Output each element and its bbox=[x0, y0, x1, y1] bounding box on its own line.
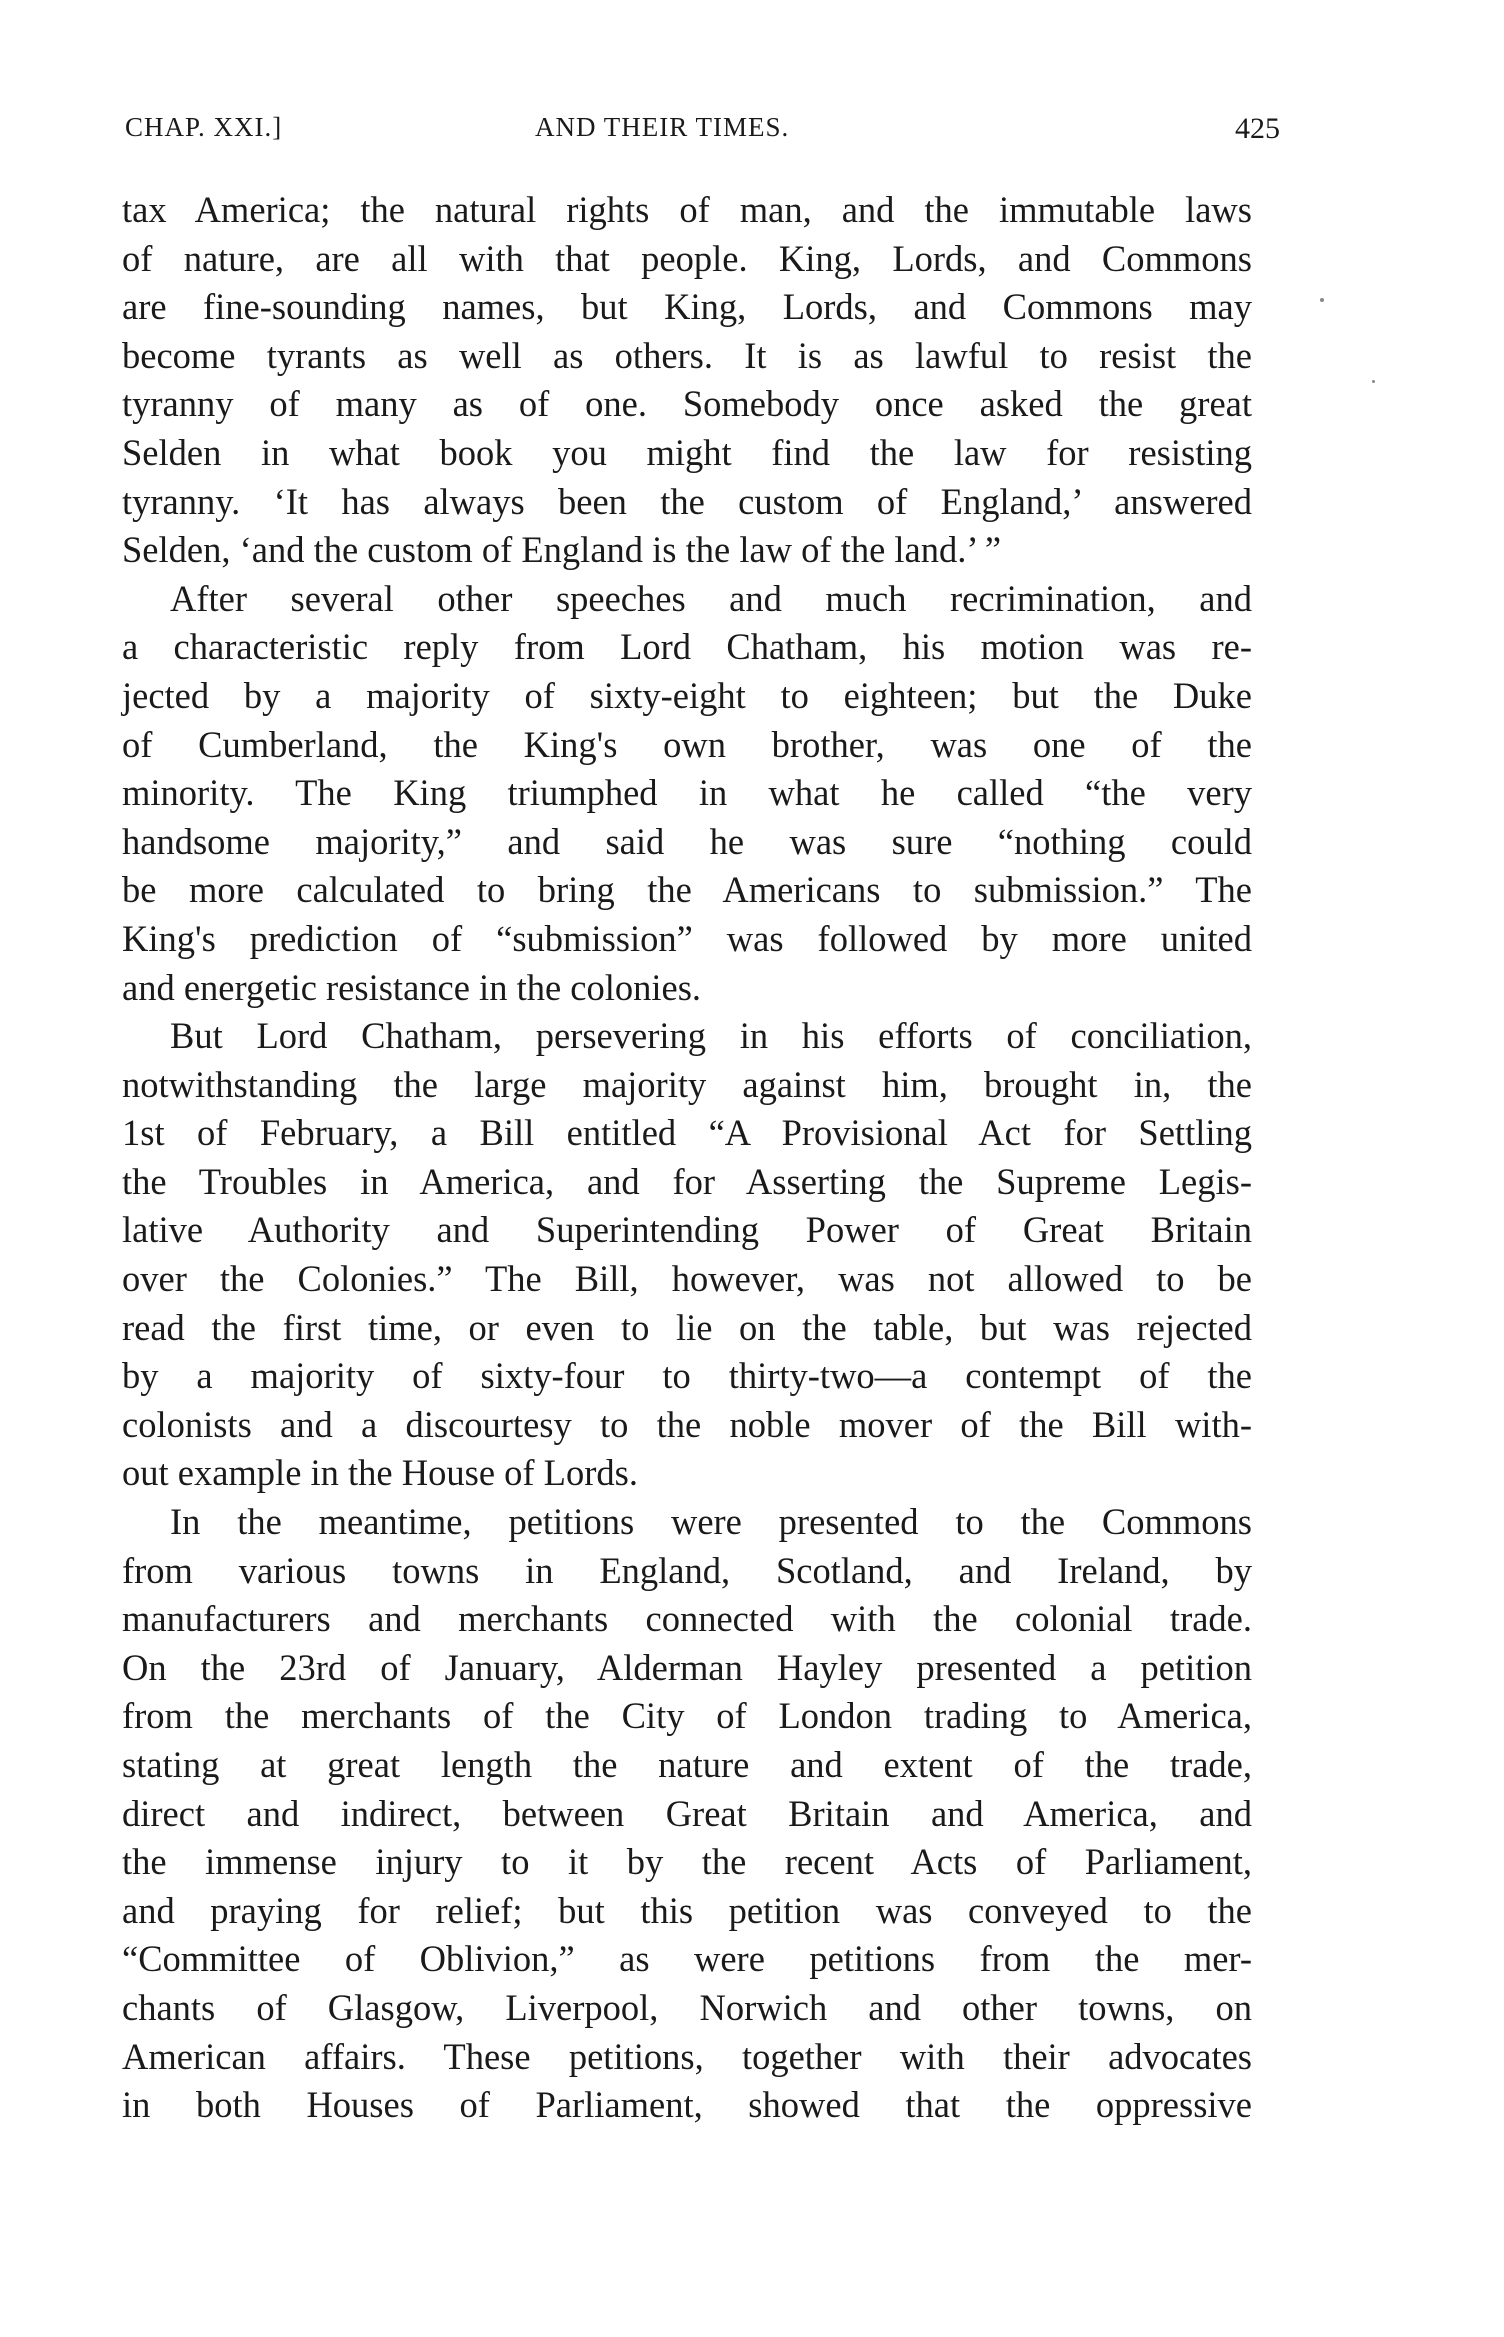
text-line: a characteristic reply from Lord Chatham, his motion was re- bbox=[122, 626, 1252, 668]
paragraph bbox=[122, 1012, 1252, 1498]
text-line: from the merchants of the City of London trading to America, bbox=[122, 1695, 1252, 1737]
text-line: and praying for relief; but this petition was conveyed to the bbox=[122, 1889, 1252, 1931]
chapter-label: CHAP. XXI.] bbox=[125, 112, 283, 142]
text-line: manufacturers and merchants connected with the colonial trade. bbox=[122, 1598, 1252, 1640]
text-line: are fine-sounding names, but King, Lords, and Commons may bbox=[122, 286, 1252, 328]
body-text bbox=[122, 186, 1252, 2130]
text-line: of Cumberland, the King's own brother, was one of the bbox=[122, 723, 1252, 765]
text-line: over the Colonies.” The Bill, however, was not allowed to be bbox=[122, 1258, 1252, 1300]
paragraph bbox=[122, 1498, 1252, 2130]
page-number: 425 bbox=[1235, 112, 1280, 145]
text-line: American affairs. These petitions, together with their advocates bbox=[122, 2035, 1252, 2077]
text-line: the Troubles in America, and for Asserting the Supreme Legis- bbox=[122, 1160, 1252, 1202]
text-line: minority. The King triumphed in what he called “the very bbox=[122, 772, 1252, 814]
print-speck bbox=[1320, 298, 1324, 302]
text-line: In the meantime, petitions were presented to the Commons bbox=[170, 1501, 1252, 1543]
text-line: chants of Glasgow, Liverpool, Norwich and other towns, on bbox=[122, 1986, 1252, 2028]
text-line: tyranny. ‘It has always been the custom of England,’ answered bbox=[122, 480, 1252, 522]
text-line: lative Authority and Superintending Power of Great Britain bbox=[122, 1209, 1252, 1251]
text-line: Selden, ‘and the custom of England is the law of the land.’ ” bbox=[122, 529, 1002, 571]
print-speck bbox=[1372, 380, 1375, 383]
text-line: be more calculated to bring the Americans to submission.” The bbox=[122, 869, 1252, 911]
text-line: tax America; the natural rights of man, and the immutable laws bbox=[122, 189, 1252, 230]
text-line: by a majority of sixty-four to thirty-two—a contempt of the bbox=[122, 1355, 1252, 1397]
text-line: and energetic resistance in the colonies. bbox=[122, 966, 702, 1008]
running-title: AND THEIR TIMES. bbox=[535, 112, 790, 142]
text-line: “Committee of Oblivion,” as were petitions from the mer- bbox=[122, 1938, 1252, 1980]
text-line: read the first time, or even to lie on the table, but was rejected bbox=[122, 1306, 1252, 1348]
text-line: On the 23rd of January, Alderman Hayley presented a petition bbox=[122, 1646, 1252, 1688]
text-line: become tyrants as well as others. It is as lawful to resist the bbox=[122, 334, 1252, 376]
text-line: direct and indirect, between Great Britain and America, and bbox=[122, 1792, 1252, 1834]
text-line: tyranny of many as of one. Somebody once asked the great bbox=[122, 383, 1252, 425]
running-head bbox=[125, 112, 1280, 152]
text-line: notwithstanding the large majority against him, brought in, the bbox=[122, 1063, 1252, 1105]
paragraph bbox=[122, 186, 1252, 575]
text-line: But Lord Chatham, persevering in his efforts of conciliation, bbox=[170, 1015, 1252, 1057]
text-line: the immense injury to it by the recent Acts of Parliament, bbox=[122, 1841, 1252, 1883]
text-line: handsome majority,” and said he was sure “nothing could bbox=[122, 820, 1252, 862]
text-line: out example in the House of Lords. bbox=[122, 1452, 638, 1494]
text-line: 1st of February, a Bill entitled “A Provisional Act for Settling bbox=[122, 1112, 1252, 1154]
text-line: King's prediction of “submission” was followed by more united bbox=[122, 917, 1252, 959]
text-line: in both Houses of Parliament, showed that the oppressive bbox=[122, 2084, 1252, 2126]
text-line: jected by a majority of sixty-eight to eighteen; but the Duke bbox=[122, 674, 1252, 716]
text-line: stating at great length the nature and extent of the trade, bbox=[122, 1744, 1252, 1785]
text-line: colonists and a discourtesy to the noble mover of the Bill with- bbox=[122, 1403, 1252, 1445]
text-line: After several other speeches and much recrimination, and bbox=[170, 577, 1252, 619]
text-line: from various towns in England, Scotland, and Ireland, by bbox=[122, 1549, 1252, 1591]
text-line: of nature, are all with that people. King, Lords, and Commons bbox=[122, 237, 1252, 279]
paragraph bbox=[122, 575, 1252, 1012]
text-line: Selden in what book you might find the law for resisting bbox=[122, 431, 1252, 473]
